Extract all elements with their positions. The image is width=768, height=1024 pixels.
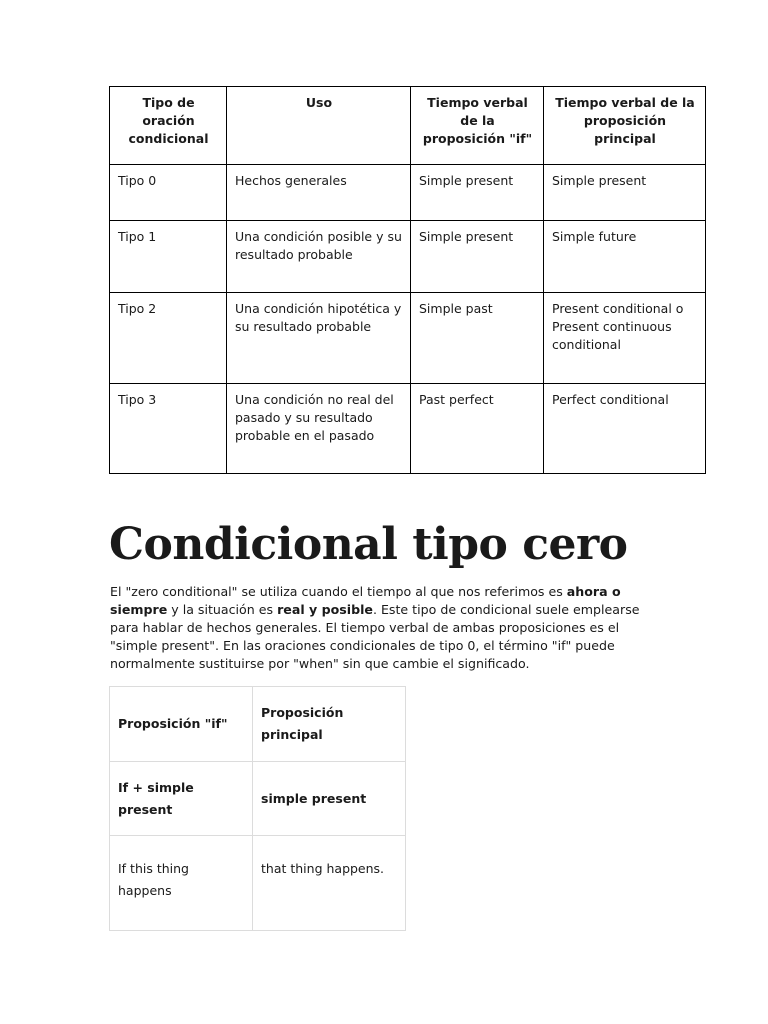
table-header-row — [110, 87, 706, 165]
header-cell: Tipo de oración condicional — [110, 87, 227, 165]
table-cell: Una condición hipotética y su resultado probable — [227, 293, 411, 384]
table-row — [110, 762, 406, 836]
table-cell: Simple past — [411, 293, 544, 384]
paragraph-bold-text: ahora o siempre — [110, 584, 621, 617]
table-cell: Hechos generales — [227, 165, 411, 221]
paragraph-text: . Este tipo de condicional suele emplearse para hablar de hechos generales. El tiempo verbal de ambas proposiciones es el "simple present". En las oraciones condicionales de tipo 0, el término "if" puede normalmente sustituirse por "when" sin que cambie el significado. — [110, 602, 640, 671]
section-heading: Condicional tipo cero — [109, 519, 628, 570]
table-cell: Past perfect — [411, 384, 544, 474]
table-row — [110, 293, 706, 384]
table-cell: If + simple present — [110, 762, 253, 836]
header-cell: Proposición "if" — [110, 687, 253, 762]
table-row — [110, 836, 406, 931]
table-cell: simple present — [253, 762, 406, 836]
table-cell: Present conditional o Present continuous conditional — [544, 293, 706, 384]
table-cell: Perfect conditional — [544, 384, 706, 474]
header-cell: Proposición principal — [253, 687, 406, 762]
paragraph-bold-text: real y posible — [277, 602, 373, 617]
table-cell: Tipo 3 — [110, 384, 227, 474]
table-cell: Simple present — [544, 165, 706, 221]
table-row — [110, 165, 706, 221]
table-cell: Una condición no real del pasado y su resultado probable en el pasado — [227, 384, 411, 474]
table-row — [110, 221, 706, 293]
table-cell: Tipo 0 — [110, 165, 227, 221]
table-cell: Simple present — [411, 165, 544, 221]
header-cell: Tiempo verbal de la proposición "if" — [411, 87, 544, 165]
zero-conditional-table — [109, 686, 406, 931]
table-cell: Una condición posible y su resultado probable — [227, 221, 411, 293]
conditional-types-table — [109, 86, 706, 474]
table-cell: Simple present — [411, 221, 544, 293]
table-cell: Simple future — [544, 221, 706, 293]
table-cell: Tipo 2 — [110, 293, 227, 384]
table-cell: If this thing happens — [110, 836, 253, 931]
table-row — [110, 384, 706, 474]
paragraph-text: El "zero conditional" se utiliza cuando el tiempo al que nos referimos es — [110, 584, 567, 599]
table-cell: that thing happens. — [253, 836, 406, 931]
paragraph-text: y la situación es — [167, 602, 278, 617]
table-header-row — [110, 687, 406, 762]
header-cell: Tiempo verbal de la proposición principal — [544, 87, 706, 165]
header-cell: Uso — [227, 87, 411, 165]
section-paragraph — [110, 583, 670, 673]
table-cell: Tipo 1 — [110, 221, 227, 293]
